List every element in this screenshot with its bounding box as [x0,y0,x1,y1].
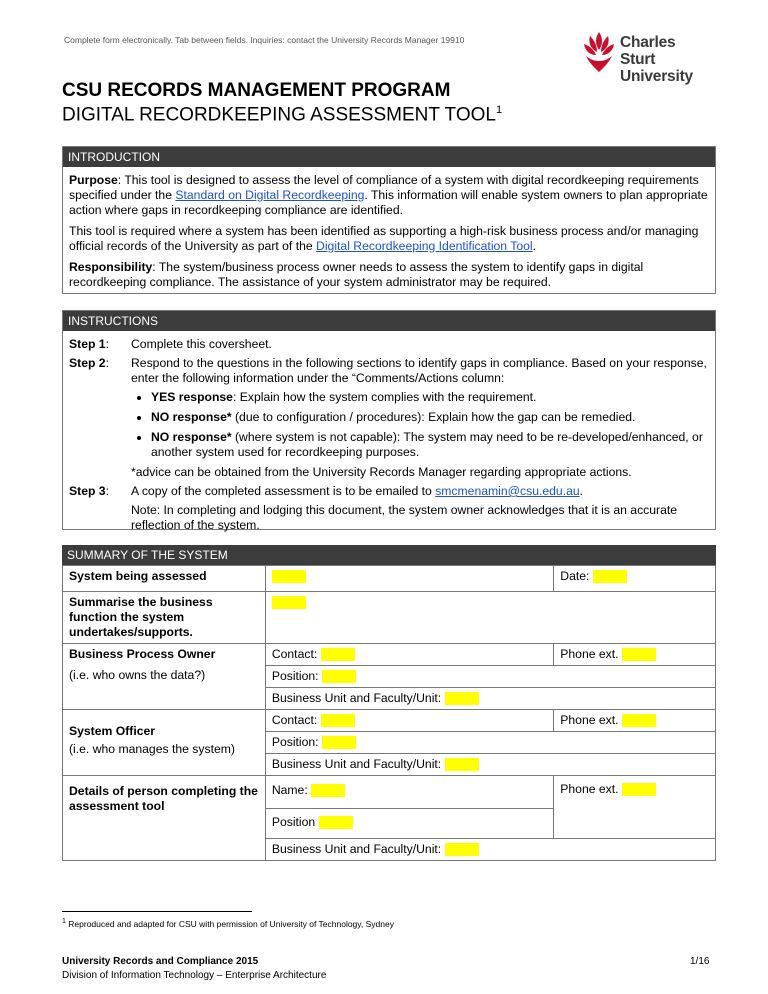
table-row: Position [63,809,716,839]
instructions-heading: INSTRUCTIONS [63,311,715,331]
email-link[interactable]: smcmenamin@csu.edu.au [435,484,580,498]
summary-table [62,565,716,861]
instructions-section [62,310,716,530]
summary-heading: SUMMARY OF THE SYSTEM [62,545,716,565]
footnote-divider [62,911,252,912]
table-row: Business Unit and Faculty/Unit: [63,754,716,776]
so-position-field[interactable] [322,736,356,749]
bpo-position-field[interactable] [322,670,356,683]
list-item: • NO response* (due to configuration / procedures): Explain how the gap can be remedied. [151,410,709,425]
logo-text: Charles Sturt University [620,34,693,85]
list-item: • YES response: Explain how the system complies with the requirement. [151,390,709,405]
list-item: • NO response* (where system is not capable): The system may need to be re-developed/enhanced, or another system used for recordkeeping purposes. [151,430,709,460]
step-1: Step 1: Complete this coversheet. [69,337,272,351]
footnote-ref: 1 [495,104,503,116]
details-label: Details of person completing the assessment tool [63,776,266,861]
identification-tool-link[interactable]: Digital Recordkeeping Identification Tool [316,239,533,253]
footer-division: Division of Information Technology – Enterprise Architecture [62,970,327,981]
page-title: CSU RECORDS MANAGEMENT PROGRAM [62,80,451,101]
waratah-icon [582,30,616,74]
bpo-phone-field[interactable] [622,648,656,661]
details-position-field[interactable] [319,816,353,829]
table-row [63,592,716,644]
name-field[interactable] [311,784,345,797]
so-unit-field[interactable] [445,758,479,771]
bpo-unit-field[interactable] [445,692,479,705]
table-row: System being assessed Date: [63,566,716,592]
so-contact-field[interactable] [321,714,355,727]
acknowledgement-note: Note: In completing and lodging this document, the system owner acknowledges that it is an accurate reflection of the system. [131,503,678,532]
date-field[interactable] [593,570,627,583]
responsibility-paragraph: Responsibility: The system/business process owner needs to assess the system to identify gaps in digital recordkeeping compliance. The assistance of your system administrator may be required. [69,260,644,289]
header-note: Complete form electronically. Tab between fields. Inquiries: contact the University Records Manager 19910 [64,35,465,45]
step-2: Step 2: Respond to the questions in the following sections to identify gaps in compliance. Based on your response, enter the following information under the “Comments/Actions column: • YES response: Explain how the system complies with the requirement. • NO response* (due to configuration / procedures): Explain how the gap can be remedied. • NO response* (where system is not capable): The system may need to be re-developed/enhanced, or another system used for recordkeeping purposes. *advice can be obtained from the University Records Manager regarding appropriate actions. [69,356,709,480]
summarise-field[interactable] [272,596,306,609]
summarise-label: Summarise the business function the system undertakes/supports. [63,592,266,644]
details-unit-field[interactable] [445,843,479,856]
footnote: $^1$ Reproduced and adapted for CSU with permission of University of Technology, Sydney [62,918,394,929]
bpo-contact-field[interactable] [321,648,355,661]
so-phone-field[interactable] [622,714,656,727]
system-officer-cell: System Officer (i.e. who manages the system) [63,710,266,776]
table-row: Details of person completing the assessment tool Name: Phone ext. [63,776,716,809]
system-label: System being assessed [63,566,266,592]
response-list [131,390,709,460]
step-3: Step 3: A copy of the completed assessment is to be emailed to smcmenamin@csu.edu.au. Note: In completing and lodging this document, the system owner acknowledges that it is an accurate reflection of the system. [69,484,709,533]
purpose-paragraph: Purpose: This tool is designed to assess the level of compliance of a system with digital recordkeeping requirements specified under the Standard on Digital Recordkeeping. This information will enable system owners to plan appropriate action where gaps in recordkeeping compliance are identified. [69,173,708,217]
bpo-cell: Business Process Owner (i.e. who owns the data?) [63,644,266,710]
introduction-heading: INTRODUCTION [63,147,715,167]
introduction-section [62,146,716,294]
standard-link[interactable]: Standard on Digital Recordkeeping [175,188,365,202]
table-row: Business Unit and Faculty/Unit: [63,688,716,710]
details-phone-field[interactable] [622,783,656,796]
table-row: System Officer (i.e. who manages the system) Contact: Phone ext. [63,710,716,732]
table-row: Position: [63,666,716,688]
required-paragraph: This tool is required where a system has been identified as supporting a high-risk business process and/or managing official records of the University as part of the Digital Recordkeeping Identification Tool. [69,224,699,253]
table-row: Position: [63,732,716,754]
table-row: Business Unit and Faculty/Unit: [63,839,716,861]
university-logo [582,30,706,85]
page-subtitle: DIGITAL RECORDKEEPING ASSESSMENT TOOL$^1$ [62,104,503,126]
footer-org: University Records and Compliance 2015 [62,956,259,967]
system-field[interactable] [272,570,306,583]
table-row: Business Process Owner (i.e. who owns the data?) Contact: Phone ext. [63,644,716,666]
page-number: 1/16 [690,956,710,967]
summary-section [62,545,716,861]
advice-note: *advice can be obtained from the University Records Manager regarding appropriate actions. [131,465,632,479]
